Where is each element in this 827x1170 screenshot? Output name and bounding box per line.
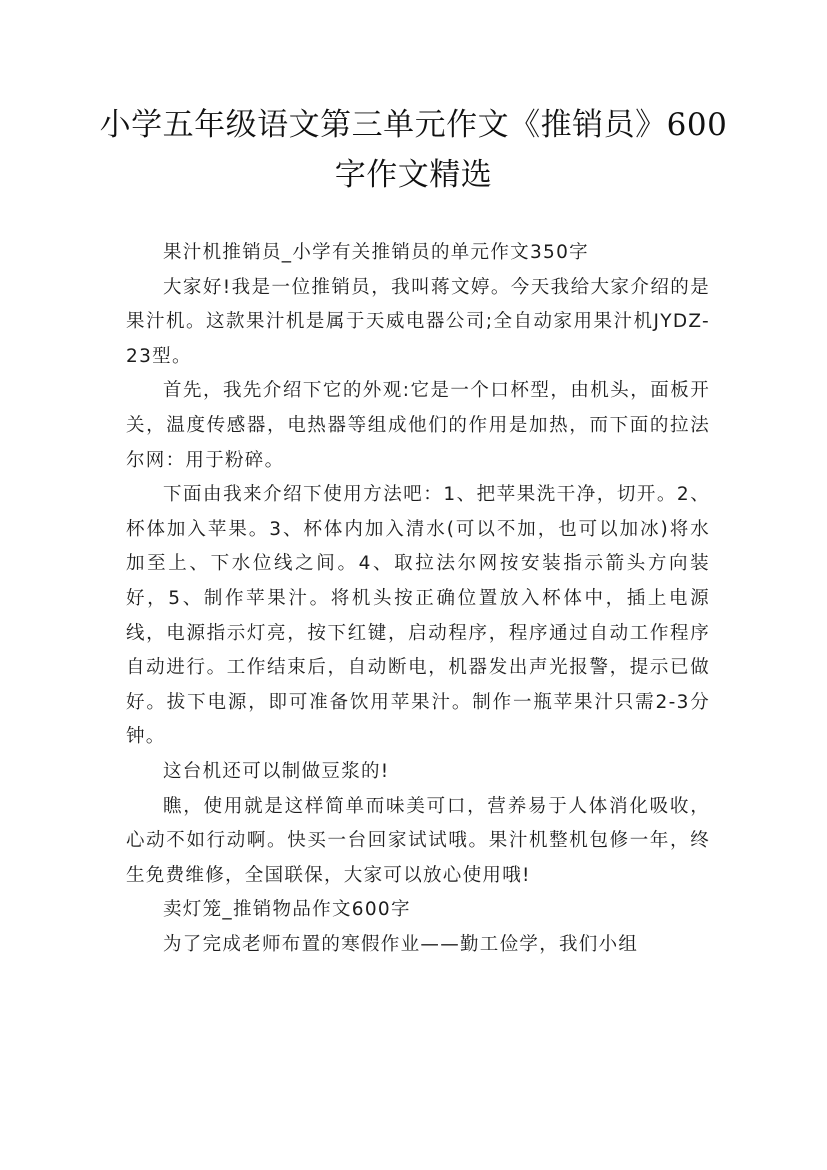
section-heading-lantern: 卖灯笼_推销物品作文600字 — [163, 899, 411, 921]
paragraph-usage: 下面由我来介绍下使用方法吧：1、把苹果洗干净，切开。2、杯体加入苹果。3、杯体内加入清水(可以不加，也可以加冰)将水加至上、下水位线之间。4、取拉法尔网按安装指示箭头方向装好，5、制作苹果汁。将机头按正确位置放入杯体中，插上电源线，电源指示灯亮，按下红键，启动程序，程序通过自动工作程序自动进行。工作结束后，自动断电，机器发出声光报警，提示已做好。拔下电源，即可准备饮用苹果汁。制作一瓶苹果汁只需2-3分钟。 — [126, 484, 710, 748]
paragraph-soymilk: 这台机还可以制做豆浆的! — [163, 760, 390, 782]
document-title: 小学五年级语文第三单元作文《推销员》600字作文精选 — [99, 107, 728, 193]
document-body — [126, 236, 710, 962]
paragraph-intro: 大家好!我是一位推销员，我叫蒋文婷。今天我给大家介绍的是果汁机。这款果汁机是属于天威电器公司;全自动家用果汁机JYDZ-23型。 — [126, 276, 710, 367]
section-heading-juicer: 果汁机推销员_小学有关推销员的单元作文350字 — [163, 242, 589, 263]
paragraph-conclusion: 瞧，使用就是这样简单而味美可口，营养易于人体消化吸收，心动不如行动啊。快买一台回家试试哦。果汁机整机包修一年，终生免费维修，全国联保，大家可以放心使用哦! — [126, 795, 710, 886]
paragraph-appearance: 首先，我先介绍下它的外观:它是一个口杯型，由机头，面板开关，温度传感器，电热器等组成他们的作用是加热，而下面的拉法尔网：用于粉碎。 — [126, 380, 710, 471]
paragraph-lantern-intro: 为了完成老师布置的寒假作业——勤工俭学，我们小组 — [163, 933, 639, 955]
